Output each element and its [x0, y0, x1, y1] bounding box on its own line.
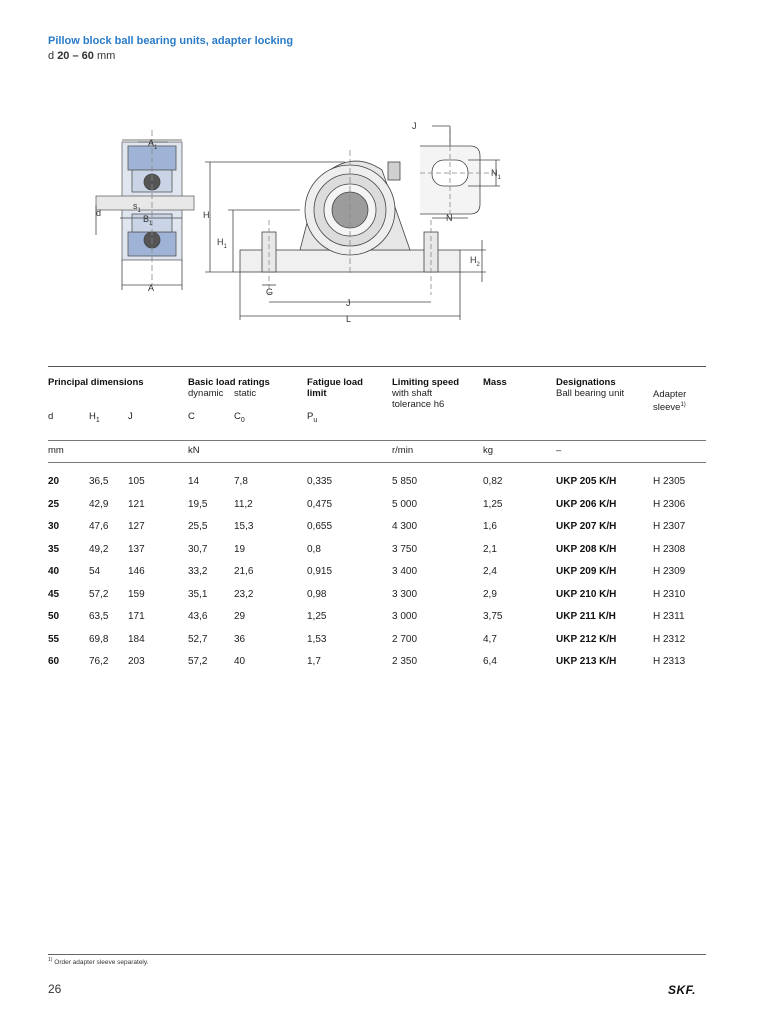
cell-C0: 29 [234, 611, 246, 622]
page-subtitle [48, 50, 115, 62]
cell-sleeve: H 2309 [653, 566, 686, 577]
cell-J: 159 [128, 588, 145, 600]
dim-label-J-top: J [412, 121, 417, 131]
cell-Pu: 1,25 [307, 611, 327, 622]
footnote: $^{1)}$ Order adapter sleeve separately. [48, 957, 149, 967]
cell-mass: 4,7 [483, 633, 497, 645]
cell-J: 203 [128, 656, 145, 667]
dim-label-s1: $s_1$ [133, 201, 141, 214]
page-title: Pillow block ball bearing units, adapter locking [48, 35, 294, 47]
cell-Pu: 0,8 [307, 543, 321, 555]
unit-rmin: r/min [392, 445, 414, 456]
cell-unit: UKP 212 K/H [556, 633, 617, 645]
cell-unit: UKP 208 K/H [556, 543, 617, 555]
cell-speed: 3 000 [392, 611, 418, 622]
cell-C: 25,5 [188, 521, 208, 532]
cell-H1: 49,2 [89, 543, 109, 555]
cell-C0: 11,2 [234, 498, 253, 510]
cell-C0: 19 [234, 543, 246, 555]
cell-C0: 21,6 [234, 566, 254, 577]
cell-unit: UKP 213 K/H [556, 656, 617, 667]
cell-H1: 57,2 [89, 588, 109, 600]
cell-speed: 3 750 [392, 543, 418, 555]
bore-range: 20 – 60 [57, 50, 94, 62]
cell-C: 35,1 [188, 588, 208, 600]
cell-sleeve: H 2313 [653, 656, 686, 667]
cell-J: 121 [128, 498, 145, 510]
cell-C0: 7,8 [234, 476, 248, 487]
cell-speed: 5 000 [392, 498, 418, 510]
technical-drawing [0, 110, 768, 330]
header-mass: Mass [483, 377, 507, 388]
skf-logo: SKF. [668, 983, 697, 997]
table-top-rule [48, 366, 706, 367]
bore-unit: mm [96, 50, 116, 62]
cell-J: 171 [128, 611, 145, 622]
dim-label-H: H [203, 210, 210, 220]
cell-sleeve: H 2308 [653, 543, 686, 555]
cell-speed: 4 300 [392, 521, 418, 532]
header-designations: Designations [556, 377, 616, 388]
cell-C0: 15,3 [234, 521, 254, 532]
cell-Pu: 0,98 [307, 588, 327, 600]
symbol-H1: $H_1$ [89, 411, 100, 424]
header-fatigue-load-limit: Fatigue load limit [307, 377, 363, 399]
cell-sleeve: H 2311 [653, 611, 685, 622]
symbol-J: J [128, 411, 133, 422]
cell-speed: 5 850 [392, 476, 418, 487]
dim-label-G: G [266, 287, 274, 297]
cell-mass: 1,25 [483, 498, 503, 510]
dim-label-N1: $N_1$ [491, 168, 501, 181]
cell-C: 57,2 [188, 656, 208, 667]
symbol-d: d [48, 411, 54, 422]
cell-C: 30,7 [188, 543, 208, 555]
cell-Pu: 0,475 [307, 498, 333, 510]
cell-C: 43,6 [188, 611, 208, 622]
cell-d: 45 [48, 588, 60, 600]
cell-J: 146 [128, 566, 145, 577]
cell-mass: 2,1 [483, 543, 497, 555]
cell-C0: 36 [234, 633, 246, 645]
cell-sleeve: H 2310 [653, 588, 686, 600]
cell-speed: 2 350 [392, 656, 418, 667]
cell-d: 60 [48, 656, 60, 667]
cell-mass: 2,4 [483, 566, 497, 577]
header-ball-bearing-unit: Ball bearing unit [556, 388, 625, 399]
dim-label-N: N [446, 213, 453, 223]
cell-H1: 63,5 [89, 611, 109, 622]
cell-Pu: 0,915 [307, 566, 333, 577]
header-adapter-sleeve: Adapter sleeve$^{1)}$ [653, 389, 687, 414]
dim-label-J: J [346, 298, 351, 308]
cell-mass: 2,9 [483, 588, 497, 600]
cell-unit: UKP 209 K/H [556, 566, 617, 577]
cell-speed: 2 700 [392, 633, 418, 645]
cell-sleeve: H 2312 [653, 633, 686, 645]
cell-unit: UKP 207 K/H [556, 521, 617, 532]
table-unit-rule [48, 462, 706, 463]
cell-d: 20 [48, 476, 60, 487]
cell-Pu: 1,7 [307, 656, 321, 667]
cell-d: 40 [48, 566, 60, 577]
cell-unit: UKP 211 K/H [556, 611, 616, 622]
cell-C0: 23,2 [234, 588, 254, 600]
header-dynamic: dynamic [188, 388, 224, 399]
header-static: static [234, 388, 257, 399]
cell-Pu: 1,53 [307, 633, 327, 645]
cell-d: 55 [48, 633, 60, 645]
cell-sleeve: H 2306 [653, 498, 686, 510]
cell-C: 14 [188, 476, 200, 487]
side-view [96, 130, 194, 290]
unit-mm: mm [48, 445, 64, 456]
cell-d: 35 [48, 543, 60, 555]
unit-dash: – [556, 445, 562, 456]
cell-d: 30 [48, 521, 60, 532]
header-speed-note: with shaft tolerance h6 [392, 388, 445, 410]
header-principal-dimensions: Principal dimensions [48, 377, 144, 388]
cell-d: 50 [48, 611, 60, 622]
dim-label-H1: $H_1$ [217, 237, 227, 250]
header-basic-load-ratings: Basic load ratings [188, 377, 270, 388]
cell-C: 19,5 [188, 498, 208, 510]
cell-J: 105 [128, 476, 145, 487]
cell-H1: 42,9 [89, 498, 109, 510]
cell-H1: 69,8 [89, 633, 109, 645]
cell-C0: 40 [234, 656, 246, 667]
dim-label-H2: $H_2$ [470, 255, 480, 268]
cell-unit: UKP 206 K/H [556, 498, 617, 510]
header-limiting-speed: Limiting speed [392, 377, 460, 388]
cell-J: 137 [128, 543, 145, 555]
dim-label-d: d [96, 208, 102, 218]
dim-label-B1: $B_1$ [143, 214, 153, 227]
unit-kN: kN [188, 445, 200, 456]
cell-d: 25 [48, 498, 60, 510]
unit-kg: kg [483, 445, 494, 456]
cell-mass: 0,82 [483, 476, 503, 487]
slot-view [420, 126, 500, 220]
symbol-C0: $C_0$ [234, 411, 245, 424]
dim-label-A1: $A_1$ [148, 138, 158, 151]
cell-Pu: 0,655 [307, 521, 333, 532]
cell-J: 184 [128, 633, 145, 645]
cell-H1: 47,6 [89, 521, 109, 532]
footnote-rule [48, 954, 706, 955]
cell-J: 127 [128, 521, 145, 532]
cell-mass: 1,6 [483, 521, 497, 532]
cell-H1: 76,2 [89, 656, 109, 667]
cell-sleeve: H 2305 [653, 476, 686, 487]
page-number: 26 [48, 982, 62, 996]
dim-label-A: A [148, 283, 155, 293]
cell-speed: 3 300 [392, 588, 418, 600]
cell-mass: 3,75 [483, 611, 503, 622]
cell-C: 33,2 [188, 566, 208, 577]
cell-unit: UKP 205 K/H [556, 476, 617, 487]
cell-H1: 36,5 [89, 476, 109, 487]
symbol-Pu: $P_u$ [307, 411, 318, 424]
cell-H1: 54 [89, 566, 101, 577]
table-symbol-rule [48, 440, 706, 441]
symbol-C: C [188, 411, 195, 422]
cell-C: 52,7 [188, 633, 208, 645]
cell-Pu: 0,335 [307, 476, 333, 487]
bore-symbol: d [48, 50, 55, 62]
cell-mass: 6,4 [483, 656, 497, 667]
cell-sleeve: H 2307 [653, 521, 686, 532]
dim-label-L: L [346, 314, 352, 324]
cell-speed: 3 400 [392, 566, 418, 577]
cell-unit: UKP 210 K/H [556, 588, 617, 600]
